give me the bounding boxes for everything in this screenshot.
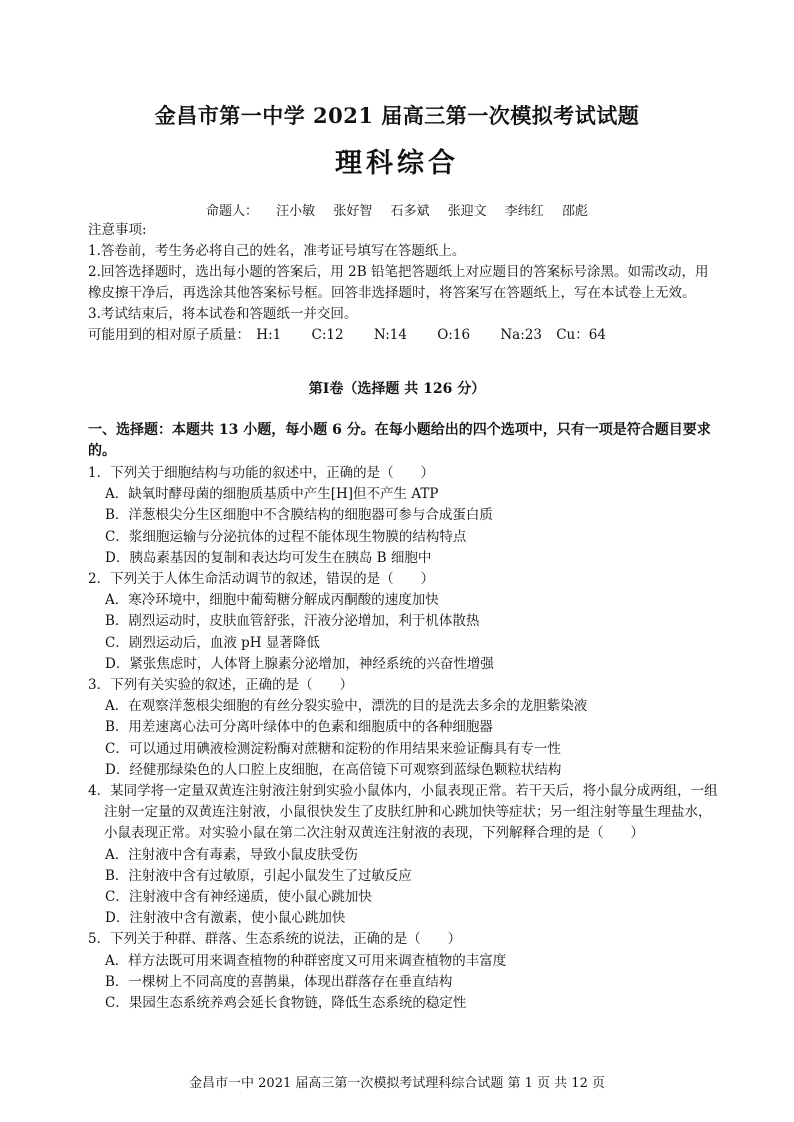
author-name: 汪小敏 [276,204,316,219]
question-1 [88,463,718,569]
question-option: D．经健那绿染色的人口腔上皮细胞，在高倍镜下可观察到蓝绿色颗粒状结构 [105,761,562,778]
atomic-mass-label: 可能用到的相对原子质量： [88,327,250,343]
notes-heading: 注意事项: [88,222,147,238]
author-name: 李纬红 [504,204,544,219]
question-4 [88,781,718,929]
question-option: C．注射液中含有神经递质，使小鼠心跳加快 [105,889,372,906]
section-title: 第Ⅰ卷（选择题 共 126 分） [308,381,486,397]
atomic-mass: O:16 [437,327,471,343]
author-name: 石多斌 [390,204,430,219]
notes-item: 1.答卷前，考生务必将自己的姓名，准考证号填写在答题纸上。 [88,243,466,259]
page-footer: 金昌市一中 2021 届高三第一次模拟考试理科综合试题 第 1 页 共 12 页 [189,1076,605,1091]
question-option: C．可以通过用碘液检测淀粉酶对蔗糖和淀粉的作用结果来验证酶具有专一性 [105,740,561,757]
atomic-mass: N:14 [373,327,407,343]
author-name: 邵彪 [561,204,588,219]
question-option: C．浆细胞运输与分泌抗体的过程不能体现生物膜的结构特点 [105,528,467,545]
exam-notes [88,220,718,346]
question-option: A．在观察洋葱根尖细胞的有丝分裂实验中，漂洗的目的是洗去多余的龙胆紫染液 [105,698,588,715]
atomic-mass: C:12 [311,327,344,343]
question-stem: 4．某同学将一定量双黄连注射液注射到实验小鼠体内，小鼠表现正常。若干天后，将小鼠分成两组，一组注射一定量的双黄连注射液，小鼠很快发生了皮肤红肿和心跳加快等症状；另一组注射等量生理盐水，小鼠表现正常。对实验小鼠在第二次注射双黄连注射液的表现，下列解释合理的是（ ） [88,783,718,842]
question-option: A．寒冷环境中，细胞中葡萄糖分解成丙酮酸的速度加快 [105,592,439,609]
question-5 [88,929,718,1014]
notes-item: 3.考试结束后，将本试卷和答题纸一并交回。 [88,306,358,322]
author-line [0,200,794,219]
exam-title: 金昌市第一中学 2021 届高三第一次模拟考试试题 [154,103,640,128]
atomic-mass: H:1 [256,327,282,343]
author-label: 命题人： [206,204,259,219]
question-option: D．紧张焦虑时，人体肾上腺素分泌增加，神经系统的兴奋性增强 [105,655,494,672]
question-option: C．果园生态系统养鸡会延长食物链，降低生态系统的稳定性 [105,995,467,1012]
question-option: B．洋葱根尖分生区细胞中不含膜结构的细胞器可参与合成蛋白质 [105,507,493,524]
question-option: A．注射液中含有毒素，导致小鼠皮肤受伤 [105,846,358,863]
author-name: 张迎文 [447,204,487,219]
atomic-mass: Cu：64 [556,327,606,343]
question-stem: 2．下列关于人体生命活动调节的叙述，错误的是（ ） [88,571,435,588]
question-option: A．样方法既可用来调查植物的种群密度又可用来调查植物的丰富度 [105,952,507,969]
question-option: B．一棵树上不同高度的喜鹊巢，体现出群落存在垂直结构 [105,973,453,990]
question-option: A．缺氧时酵母菌的细胞质基质中产生[H]但不产生 ATP [105,486,439,503]
question-2 [88,569,718,675]
question-option: D．注射液中含有激素，使小鼠心跳加快 [105,910,346,927]
question-stem: 3．下列有关实验的叙述，正确的是（ ） [88,677,354,694]
question-option: D．胰岛素基因的复制和表达均可发生在胰岛 B 细胞中 [105,549,432,566]
atomic-mass: Na:23 [500,327,542,343]
question-option: B．注射液中含有过敏原，引起小鼠发生了过敏反应 [105,867,412,884]
question-3 [88,675,718,781]
exam-subject: 理科综合 [335,148,459,179]
question-option: B．剧烈运动时，皮肤血管舒张，汗液分泌增加，利于机体散热 [105,613,480,630]
part-heading: 一、选择题：本题共 13 小题，每小题 6 分。在每小题给出的四个选项中，只有一项是符合题目要求的。 [88,422,711,459]
question-list [88,463,718,1014]
notes-item: 2.回答选择题时，选出每小题的答案后，用 2B 铅笔把答题纸上对应题目的答案标号涂黑。如需改动，用橡皮擦干净后，再选涂其他答案标号框。回答非选择题时，将答案写在答题纸上，写在本试卷上无效。 [88,264,709,301]
question-option: C．剧烈运动后，血液 pH 显著降低 [105,634,320,651]
atomic-mass-line [88,325,718,346]
question-stem: 5．下列关于种群、群落、生态系统的说法，正确的是（ ） [88,931,462,948]
author-name: 张好智 [333,204,373,219]
question-option: B．用差速离心法可分离叶绿体中的色素和细胞质中的各种细胞器 [105,719,493,736]
question-stem: 1．下列关于细胞结构与功能的叙述中，正确的是（ ） [88,465,435,481]
